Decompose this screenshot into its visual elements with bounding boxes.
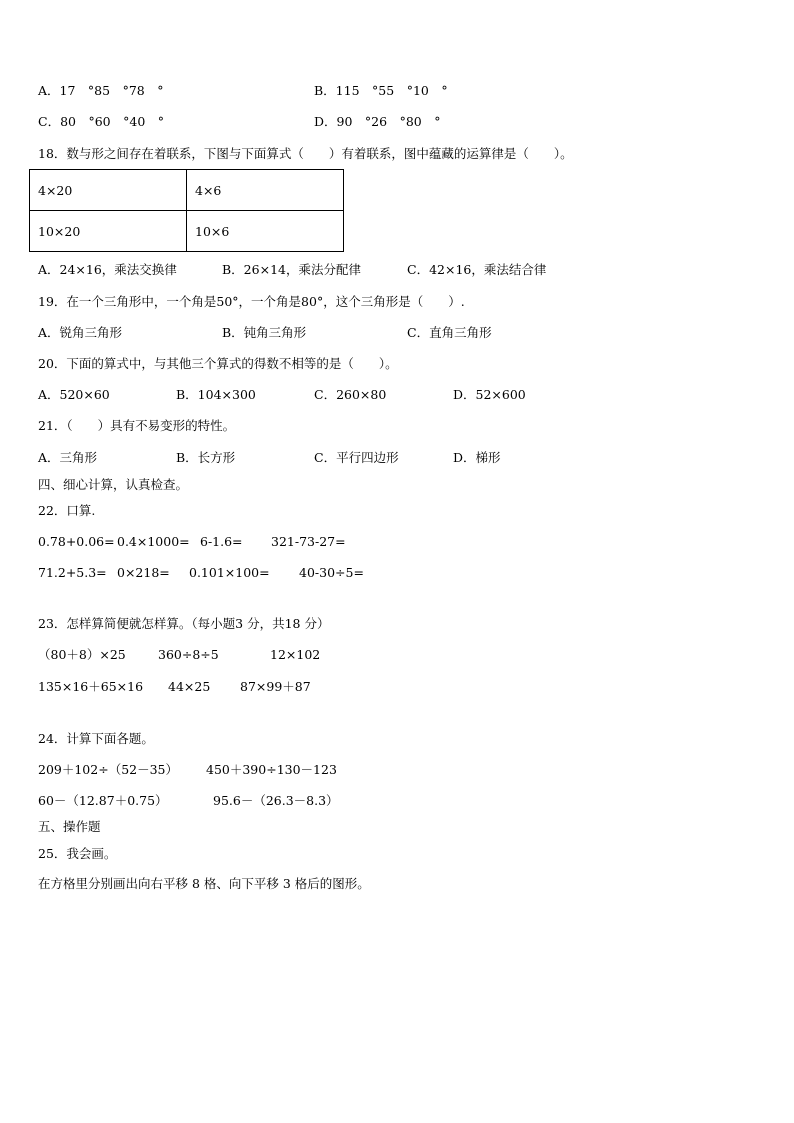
q22-expr: 0.78+0.06= bbox=[38, 534, 115, 549]
q23-expr: 360÷8÷5 bbox=[158, 647, 219, 662]
table-cell: 4×20 bbox=[30, 170, 187, 211]
q19-option-c: C．直角三角形 bbox=[407, 325, 492, 340]
q21-option-b: B．长方形 bbox=[176, 450, 236, 465]
q24-expr: 95.6－（26.3－8.3） bbox=[213, 793, 339, 808]
q25-stem: 25．我会画。 bbox=[38, 846, 117, 861]
q20-option-d: D．52×600 bbox=[453, 387, 526, 402]
q21-option-c: C．平行四边形 bbox=[314, 450, 399, 465]
q17-option-d: D．90 °26 °80 ° bbox=[314, 114, 441, 129]
q22-expr: 321-73-27= bbox=[271, 534, 346, 549]
q22-expr: 40-30÷5= bbox=[299, 565, 364, 580]
q22-stem: 22．口算. bbox=[38, 503, 96, 518]
q22-expr: 71.2+5.3= bbox=[38, 565, 107, 580]
q19-stem: 19．在一个三角形中，一个角是50°，一个角是80°，这个三角形是（ ）. bbox=[38, 294, 465, 309]
q22-expr: 0.4×1000= bbox=[117, 534, 190, 549]
q23-expr: 87×99＋87 bbox=[240, 679, 311, 694]
q18-stem: 18．数与形之间存在着联系，下图与下面算式（ ）有着联系，图中蕴藏的运算律是（ ）。 bbox=[38, 146, 573, 161]
q18-area-table bbox=[29, 169, 344, 252]
q21-option-d: D．梯形 bbox=[453, 450, 501, 465]
q21-stem: 21．（ ）具有不易变形的特性。 bbox=[38, 418, 236, 433]
q22-expr: 6-1.6= bbox=[200, 534, 243, 549]
q17-option-a: A．17 °85 °78 ° bbox=[38, 83, 164, 98]
section-4-heading: 四、细心计算，认真检查。 bbox=[38, 477, 189, 492]
q25-instruction: 在方格里分别画出向右平移 8 格、向下平移 3 格后的图形。 bbox=[38, 876, 370, 891]
section-5-heading: 五、操作题 bbox=[38, 819, 101, 834]
q19-option-a: A．锐角三角形 bbox=[38, 325, 123, 340]
q18-option-b: B．26×14，乘法分配律 bbox=[222, 262, 361, 277]
q22-expr: 0×218= bbox=[117, 565, 170, 580]
q20-option-c: C．260×80 bbox=[314, 387, 387, 402]
q17-option-b: B．115 °55 °10 ° bbox=[314, 83, 448, 98]
q19-option-b: B．钝角三角形 bbox=[222, 325, 307, 340]
q23-stem: 23．怎样算简便就怎样算。（每小题3 分，共18 分） bbox=[38, 616, 330, 631]
q24-expr: 209＋102÷（52－35） bbox=[38, 762, 179, 777]
q22-expr: 0.101×100= bbox=[189, 565, 270, 580]
q20-option-a: A．520×60 bbox=[38, 387, 110, 402]
q23-expr: 135×16＋65×16 bbox=[38, 679, 144, 694]
q20-stem: 20．下面的算式中，与其他三个算式的得数不相等的是（ ）。 bbox=[38, 356, 398, 371]
q18-option-c: C．42×16，乘法结合律 bbox=[407, 262, 547, 277]
table-cell: 10×6 bbox=[187, 211, 344, 252]
q23-expr: 12×102 bbox=[270, 647, 321, 662]
q17-option-c: C．80 °60 °40 ° bbox=[38, 114, 165, 129]
q24-expr: 450＋390÷130－123 bbox=[206, 762, 337, 777]
table-cell: 4×6 bbox=[187, 170, 344, 211]
q23-expr: 44×25 bbox=[168, 679, 211, 694]
q21-option-a: A．三角形 bbox=[38, 450, 98, 465]
q24-expr: 60－（12.87＋0.75） bbox=[38, 793, 168, 808]
q23-expr: （80＋8）×25 bbox=[38, 647, 126, 662]
q18-option-a: A．24×16，乘法交换律 bbox=[38, 262, 177, 277]
q24-stem: 24．计算下面各题。 bbox=[38, 731, 154, 746]
table-cell: 10×20 bbox=[30, 211, 187, 252]
q20-option-b: B．104×300 bbox=[176, 387, 256, 402]
